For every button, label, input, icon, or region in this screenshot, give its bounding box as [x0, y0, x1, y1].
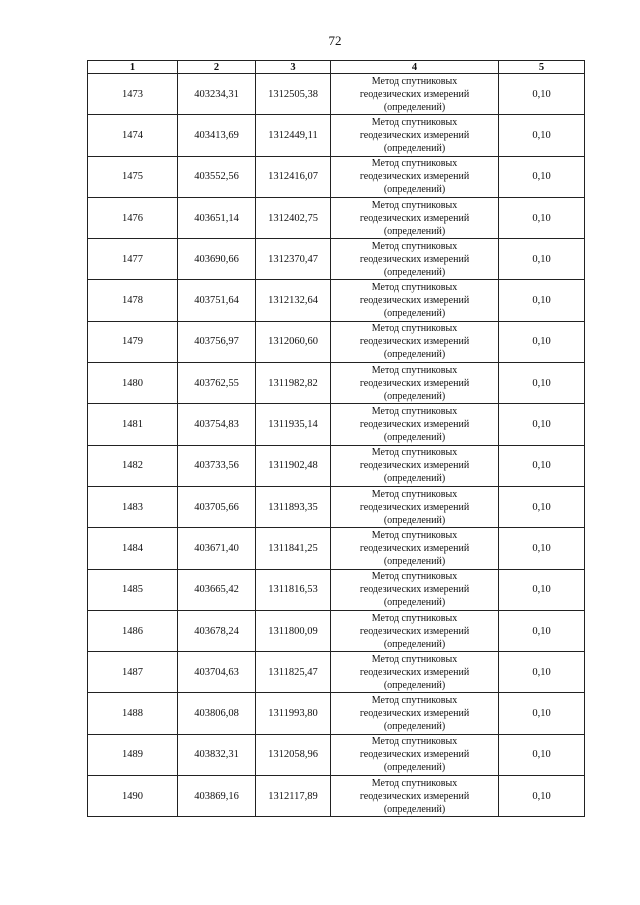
accuracy-cell: 0,10 — [499, 363, 585, 404]
method-line: геодезических измерений — [359, 666, 470, 678]
accuracy-cell: 0,10 — [499, 445, 585, 486]
method-line: (определений) — [383, 514, 446, 526]
column-header-1: 1 — [88, 61, 178, 74]
point-number-cell: 1489 — [88, 734, 178, 775]
method-line: геодезических измерений — [359, 460, 470, 472]
table-row — [88, 115, 585, 156]
method-cell — [331, 776, 499, 817]
method-line: геодезических измерений — [359, 129, 470, 141]
x-coordinate-cell: 403869,16 — [178, 776, 256, 817]
coordinates-table — [87, 60, 585, 817]
method-cell — [331, 197, 499, 238]
x-coordinate-cell: 403705,66 — [178, 486, 256, 527]
table-row — [88, 610, 585, 651]
accuracy-cell: 0,10 — [499, 569, 585, 610]
method-line: Метод спутниковых — [371, 695, 458, 707]
y-coordinate-cell: 1312370,47 — [256, 239, 331, 280]
method-line: Метод спутниковых — [371, 612, 458, 624]
point-number-cell: 1482 — [88, 445, 178, 486]
method-line: Метод спутниковых — [371, 116, 458, 128]
y-coordinate-cell: 1312060,60 — [256, 321, 331, 362]
point-number-cell: 1478 — [88, 280, 178, 321]
point-number-cell: 1474 — [88, 115, 178, 156]
method-line: Метод спутниковых — [371, 364, 458, 376]
method-line: геодезических измерений — [359, 212, 470, 224]
table-row — [88, 652, 585, 693]
method-line: (определений) — [383, 390, 446, 402]
method-line: (определений) — [383, 473, 446, 485]
point-number-cell: 1485 — [88, 569, 178, 610]
table-row — [88, 321, 585, 362]
x-coordinate-cell: 403754,83 — [178, 404, 256, 445]
method-line: (определений) — [383, 349, 446, 361]
x-coordinate-cell: 403806,08 — [178, 693, 256, 734]
y-coordinate-cell: 1311993,80 — [256, 693, 331, 734]
method-line: Метод спутниковых — [371, 736, 458, 748]
table-row — [88, 197, 585, 238]
method-line: Метод спутниковых — [371, 571, 458, 583]
accuracy-cell: 0,10 — [499, 321, 585, 362]
point-number-cell: 1476 — [88, 197, 178, 238]
method-line: (определений) — [383, 555, 446, 567]
table-row — [88, 239, 585, 280]
method-cell — [331, 156, 499, 197]
method-cell — [331, 652, 499, 693]
method-line: Метод спутниковых — [371, 75, 458, 87]
point-number-cell: 1473 — [88, 74, 178, 115]
method-line: (определений) — [383, 721, 446, 733]
method-line: (определений) — [383, 101, 446, 113]
method-line: геодезических измерений — [359, 790, 470, 802]
method-line: Метод спутниковых — [371, 240, 458, 252]
method-line: геодезических измерений — [359, 253, 470, 265]
method-line: (определений) — [383, 184, 446, 196]
column-header-4: 4 — [331, 61, 499, 74]
method-cell — [331, 115, 499, 156]
point-number-cell: 1479 — [88, 321, 178, 362]
accuracy-cell: 0,10 — [499, 156, 585, 197]
accuracy-cell: 0,10 — [499, 404, 585, 445]
method-line: Метод спутниковых — [371, 158, 458, 170]
y-coordinate-cell: 1312402,75 — [256, 197, 331, 238]
method-cell — [331, 280, 499, 321]
y-coordinate-cell: 1311893,35 — [256, 486, 331, 527]
method-line: Метод спутниковых — [371, 529, 458, 541]
accuracy-cell: 0,10 — [499, 115, 585, 156]
y-coordinate-cell: 1312132,64 — [256, 280, 331, 321]
x-coordinate-cell: 403704,63 — [178, 652, 256, 693]
method-cell — [331, 569, 499, 610]
method-line: Метод спутниковых — [371, 777, 458, 789]
column-header-3: 3 — [256, 61, 331, 74]
method-line: Метод спутниковых — [371, 406, 458, 418]
method-cell — [331, 321, 499, 362]
point-number-cell: 1488 — [88, 693, 178, 734]
method-line: геодезических измерений — [359, 625, 470, 637]
point-number-cell: 1484 — [88, 528, 178, 569]
y-coordinate-cell: 1312505,38 — [256, 74, 331, 115]
x-coordinate-cell: 403832,31 — [178, 734, 256, 775]
table-row — [88, 693, 585, 734]
method-line: Метод спутниковых — [371, 199, 458, 211]
method-cell — [331, 734, 499, 775]
table-row — [88, 363, 585, 404]
method-line: (определений) — [383, 432, 446, 444]
y-coordinate-cell: 1312449,11 — [256, 115, 331, 156]
page-number: 72 — [328, 33, 342, 48]
accuracy-cell: 0,10 — [499, 610, 585, 651]
y-coordinate-cell: 1311902,48 — [256, 445, 331, 486]
point-number-cell: 1483 — [88, 486, 178, 527]
point-number-cell: 1486 — [88, 610, 178, 651]
table-row — [88, 569, 585, 610]
method-line: (определений) — [383, 597, 446, 609]
table-row — [88, 776, 585, 817]
method-line: геодезических измерений — [359, 295, 470, 307]
accuracy-cell: 0,10 — [499, 239, 585, 280]
accuracy-cell: 0,10 — [499, 693, 585, 734]
x-coordinate-cell: 403762,55 — [178, 363, 256, 404]
accuracy-cell: 0,10 — [499, 280, 585, 321]
table-row — [88, 74, 585, 115]
y-coordinate-cell: 1311935,14 — [256, 404, 331, 445]
accuracy-cell: 0,10 — [499, 528, 585, 569]
x-coordinate-cell: 403671,40 — [178, 528, 256, 569]
point-number-cell: 1475 — [88, 156, 178, 197]
x-coordinate-cell: 403413,69 — [178, 115, 256, 156]
method-cell — [331, 528, 499, 569]
accuracy-cell: 0,10 — [499, 652, 585, 693]
point-number-cell: 1490 — [88, 776, 178, 817]
table-row — [88, 404, 585, 445]
method-line: геодезических измерений — [359, 336, 470, 348]
method-line: (определений) — [383, 225, 446, 237]
method-line: Метод спутниковых — [371, 447, 458, 459]
table-row — [88, 528, 585, 569]
x-coordinate-cell: 403733,56 — [178, 445, 256, 486]
method-line: (определений) — [383, 308, 446, 320]
method-line: геодезических измерений — [359, 377, 470, 389]
method-line: геодезических измерений — [359, 749, 470, 761]
x-coordinate-cell: 403665,42 — [178, 569, 256, 610]
method-line: геодезических измерений — [359, 501, 470, 513]
method-line: (определений) — [383, 679, 446, 691]
method-cell — [331, 486, 499, 527]
point-number-cell: 1480 — [88, 363, 178, 404]
table-row — [88, 280, 585, 321]
y-coordinate-cell: 1311825,47 — [256, 652, 331, 693]
method-cell — [331, 363, 499, 404]
accuracy-cell: 0,10 — [499, 197, 585, 238]
accuracy-cell: 0,10 — [499, 486, 585, 527]
method-cell — [331, 74, 499, 115]
x-coordinate-cell: 403651,14 — [178, 197, 256, 238]
method-line: (определений) — [383, 266, 446, 278]
method-line: (определений) — [383, 762, 446, 774]
method-line: (определений) — [383, 638, 446, 650]
method-line: геодезических измерений — [359, 542, 470, 554]
table-header-row — [88, 61, 585, 74]
y-coordinate-cell: 1311841,25 — [256, 528, 331, 569]
x-coordinate-cell: 403690,66 — [178, 239, 256, 280]
table-row — [88, 734, 585, 775]
method-line: (определений) — [383, 803, 446, 815]
y-coordinate-cell: 1311982,82 — [256, 363, 331, 404]
y-coordinate-cell: 1311816,53 — [256, 569, 331, 610]
point-number-cell: 1481 — [88, 404, 178, 445]
column-header-2: 2 — [178, 61, 256, 74]
method-line: (определений) — [383, 142, 446, 154]
method-cell — [331, 610, 499, 651]
method-cell — [331, 693, 499, 734]
column-header-5: 5 — [499, 61, 585, 74]
method-line: Метод спутниковых — [371, 653, 458, 665]
table-row — [88, 486, 585, 527]
y-coordinate-cell: 1312416,07 — [256, 156, 331, 197]
table-row — [88, 156, 585, 197]
method-line: Метод спутниковых — [371, 323, 458, 335]
x-coordinate-cell: 403756,97 — [178, 321, 256, 362]
point-number-cell: 1477 — [88, 239, 178, 280]
y-coordinate-cell: 1312117,89 — [256, 776, 331, 817]
x-coordinate-cell: 403234,31 — [178, 74, 256, 115]
method-line: Метод спутниковых — [371, 488, 458, 500]
x-coordinate-cell: 403751,64 — [178, 280, 256, 321]
method-line: геодезических измерений — [359, 419, 470, 431]
y-coordinate-cell: 1311800,09 — [256, 610, 331, 651]
method-cell — [331, 445, 499, 486]
table-row — [88, 445, 585, 486]
method-line: геодезических измерений — [359, 88, 470, 100]
point-number-cell: 1487 — [88, 652, 178, 693]
y-coordinate-cell: 1312058,96 — [256, 734, 331, 775]
method-line: геодезических измерений — [359, 708, 470, 720]
method-cell — [331, 239, 499, 280]
accuracy-cell: 0,10 — [499, 734, 585, 775]
method-line: геодезических измерений — [359, 171, 470, 183]
accuracy-cell: 0,10 — [499, 74, 585, 115]
method-cell — [331, 404, 499, 445]
x-coordinate-cell: 403552,56 — [178, 156, 256, 197]
x-coordinate-cell: 403678,24 — [178, 610, 256, 651]
method-line: геодезических измерений — [359, 584, 470, 596]
method-line: Метод спутниковых — [371, 282, 458, 294]
accuracy-cell: 0,10 — [499, 776, 585, 817]
